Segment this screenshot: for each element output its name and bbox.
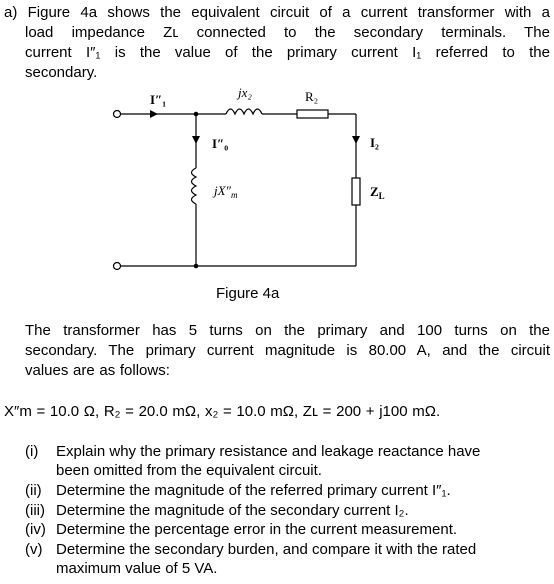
question-1-line-2: been omitted from the equivalent circuit. bbox=[56, 462, 322, 479]
arrow-i2-icon bbox=[352, 136, 360, 144]
question-1-line-1: Explain why the primary resistance and leakage reactance have bbox=[56, 443, 481, 460]
intro-line-3: current I″₁ is the value of the primary current I₁ referred to the bbox=[25, 44, 550, 61]
terminal-bottom bbox=[114, 263, 121, 270]
question-4-number: (iv) bbox=[25, 521, 46, 538]
load-impedance-zl bbox=[352, 178, 360, 205]
values-line: X″m = 10.0 Ω, R₂ = 20.0 mΩ, x₂ = 10.0 mΩ, Zʟ = 200 + j100 mΩ. bbox=[4, 403, 441, 420]
question-5-line-1: Determine the secondary burden, and compare it with the rated bbox=[56, 541, 477, 558]
question-5-line-2: maximum value of 5 VA. bbox=[56, 560, 218, 577]
junction-top bbox=[194, 112, 199, 117]
label-r2: R₂ bbox=[305, 89, 319, 104]
intro-line-1: a) Figure 4a shows the equivalent circuit of a current transformer with a bbox=[4, 4, 550, 21]
magnetizing-inductor-xm bbox=[192, 168, 197, 204]
paragraph-line-2: secondary. The primary current magnitude is 80.00 A, and the circuit bbox=[25, 342, 550, 359]
label-jx2: jx₂ bbox=[238, 85, 252, 100]
figure-caption: Figure 4a bbox=[216, 285, 280, 302]
label-i1: I″₁ bbox=[150, 92, 167, 107]
intro-line-4: secondary. bbox=[25, 64, 98, 81]
label-jxm: $jX''_m$ bbox=[214, 183, 238, 200]
question-3-line-1: Determine the magnitude of the secondary current I₂. bbox=[56, 502, 409, 519]
question-4-line-1: Determine the percentage error in the current measurement. bbox=[56, 521, 458, 538]
question-5-number: (v) bbox=[25, 541, 43, 558]
question-2-line-1: Determine the magnitude of the referred primary current I″₁. bbox=[56, 482, 451, 499]
question-2-number: (ii) bbox=[25, 482, 42, 499]
junction-bottom bbox=[194, 264, 199, 269]
resistor-r2 bbox=[297, 110, 328, 118]
label-i2: I₂ bbox=[370, 135, 379, 150]
arrow-i0-icon bbox=[192, 136, 200, 144]
label-i0: I″₀ bbox=[212, 136, 229, 151]
arrow-i1-icon bbox=[150, 110, 158, 118]
intro-line-2: load impedance Zʟ connected to the secondary terminals. The bbox=[25, 24, 550, 41]
question-1-number: (i) bbox=[25, 443, 39, 460]
question-3-number: (iii) bbox=[25, 502, 45, 519]
terminal-top bbox=[114, 111, 121, 118]
label-zl: $Z_L$ bbox=[370, 184, 385, 201]
paragraph-line-3: values are as follows: bbox=[25, 362, 170, 379]
leakage-inductor-x2 bbox=[226, 109, 262, 114]
paragraph-line-1: The transformer has 5 turns on the primary and 100 turns on the bbox=[25, 322, 550, 339]
